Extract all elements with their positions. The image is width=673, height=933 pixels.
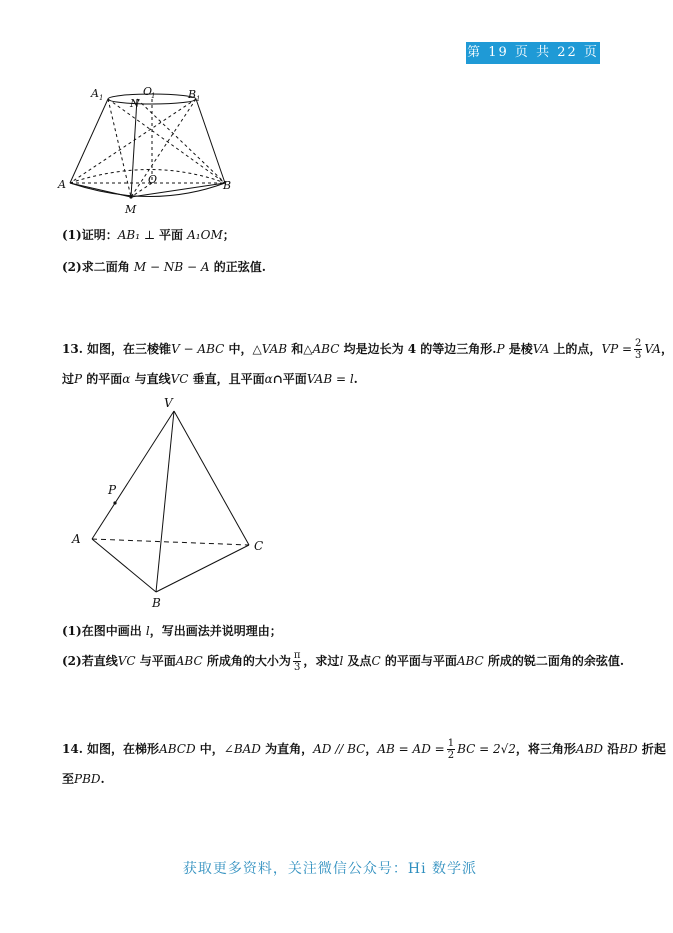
q14-line2: 至PBD. — [62, 772, 105, 786]
q13-part1: (1)在图中画出 l，写出画法并说明理由； — [62, 624, 282, 638]
q14-line1: 14. 如图，在梯形ABCD 中，∠BAD 为直角，AD // BC，AB = AD = $\frac{1}{2}$ BC = 2√2，将三角形ABD 沿BD 折起 — [62, 738, 666, 761]
frustum-figure — [55, 82, 245, 217]
footer-promo: 获取更多资料，关注微信公众号：Hi 数学派 — [182, 861, 478, 877]
label-a: A — [72, 532, 81, 546]
q13-line1: 13. 如图，在三棱锥V − ABC 中，△VAB 和△ABC 均是边长为 4 的等边三角形.P 是棱VA 上的点，VP = $\frac{2}{3}$ VA， — [62, 338, 673, 361]
fraction-one-half: $\frac{1}{2}$ — [447, 738, 455, 761]
label-p: P — [108, 483, 117, 497]
tetrahedron-figure — [68, 394, 278, 614]
q13-line2: 过P 的平面α 与直线VC 垂直，且平面α∩平面VAB = l. — [62, 372, 358, 386]
label-b: B — [152, 596, 161, 610]
fraction-two-thirds: $\frac{2}{3}$ — [635, 338, 642, 361]
label-b1: B — [188, 88, 197, 101]
label-b: B — [223, 179, 232, 192]
svg-text:1: 1 — [196, 95, 201, 103]
label-m: M — [125, 203, 137, 216]
right-generator — [196, 99, 225, 183]
svg-text:1: 1 — [99, 94, 104, 102]
label-a: A — [58, 178, 66, 191]
page-number-badge: 第 19 页 共 22 页 — [466, 42, 600, 64]
svg-text:1: 1 — [151, 92, 156, 100]
label-o: O — [148, 173, 158, 186]
q13-part2: (2)若直线VC 与平面ABC 所成角的大小为 $\frac{\pi}{3}$ ，求过l 及点C 的平面与平面ABC 所成的锐二面角的余弦值. — [62, 650, 625, 673]
q12-part2: (2)求二面角 M − NB − A 的正弦值. — [62, 260, 266, 274]
label-n: N — [130, 97, 140, 110]
label-a1: A — [91, 87, 99, 100]
fraction-pi-thirds: $\frac{\pi}{3}$ — [293, 650, 301, 673]
label-c: C — [254, 539, 264, 553]
q12-part1: (1)证明：AB₁ ⊥ 平面 A₁OM； — [62, 228, 235, 242]
label-o1: O — [143, 85, 153, 98]
label-v: V — [164, 396, 173, 410]
